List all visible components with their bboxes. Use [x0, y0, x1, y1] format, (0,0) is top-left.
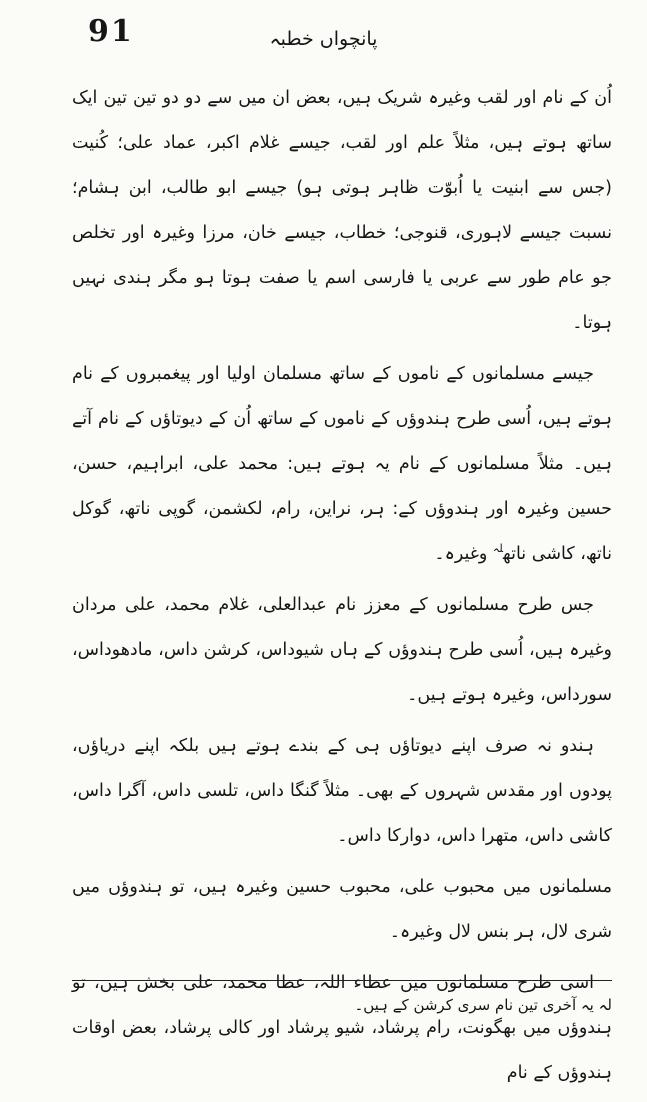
footnote-divider	[72, 980, 612, 981]
paragraph-2-tail: وغیرہ۔	[434, 544, 488, 564]
footnote	[72, 990, 612, 1020]
paragraph-5: مسلمانوں میں محبوب علی، محبوب حسین وغیرہ ہیں، تو ہندوؤں میں شری لال، ہر بنس لال وغیرہ۔	[72, 877, 612, 942]
paragraph-6: اسی طرح مسلمانوں میں عطاء اللہ، عطا محمد، علی بخش ہیں، تو ہندوؤں میں بھگونت، رام پرشاد، شیو پرشاد اور کالی پرشاد، بعض اوقات ہندوؤں کے نام	[72, 973, 612, 1083]
paragraph-2	[72, 352, 612, 577]
footnote-reference: لہ	[492, 542, 504, 556]
page-header	[0, 14, 647, 64]
page-number: 91	[88, 14, 134, 49]
paragraph-1: اُن کے نام اور لقب وغیرہ شریک ہیں، بعض ان میں سے دو دو تین تین ایک ساتھ ہوتے ہیں، مثلاً علم اور لقب، جیسے غلام اکبر، عماد علی؛ کُنیت (جس سے ابنیت یا اُبوّت ظاہر ہوتی ہو) جیسے ابو طالب، ابن ہشام؛ نسبت جیسے لاہوری، قنوجی؛ خطاب، جیسے خان، مرزا وغیرہ اور تخلص جو عام طور سے عربی یا فارسی اسم یا صفت ہوتا ہو مگر ہندی نہیں ہوتا۔	[72, 88, 612, 333]
paragraph-4: ہندو نہ صرف اپنے دیوتاؤں ہی کے بندے ہوتے ہیں بلکہ اپنے دریاؤں، پودوں اور مقدس شہروں کے بھی۔ مثلاً گنگا داس، تلسی داس، آگرا داس، کاشی داس، متھرا داس، دوارکا داس۔	[72, 736, 612, 846]
running-title: پانچواں خطبہ	[269, 28, 378, 50]
footnote-marker: لہ	[598, 996, 612, 1014]
paragraph-2-text: جیسے مسلمانوں کے ناموں کے ساتھ مسلمان اولیا اور پیغمبروں کے نام ہوتے ہیں، اُسی طرح ہندوؤں کے ناموں کے ساتھ اُن کے دیوتاؤں کے نام آتے ہیں۔ مثلاً مسلمانوں کے نام یہ ہوتے ہیں: محمد علی، ابراہیم، حسن، حسین وغیرہ اور ہندوؤں کے: ہر، نراین، رام، لکشمن، گوپی ناتھ، گوکل ناتھ، کاشی ناتھ	[72, 364, 612, 564]
footnote-text: یہ آخری تین نام سری کرشن کے ہیں۔	[354, 996, 594, 1014]
body-text	[72, 76, 612, 1102]
paragraph-3: جس طرح مسلمانوں کے معزز نام عبدالعلی، غلام محمد، علی مردان وغیرہ ہیں، اُسی طرح ہندوؤں کے ہاں شیوداس، کرشن داس، مادھوداس، سورداس، وغیرہ ہوتے ہیں۔	[72, 595, 612, 705]
